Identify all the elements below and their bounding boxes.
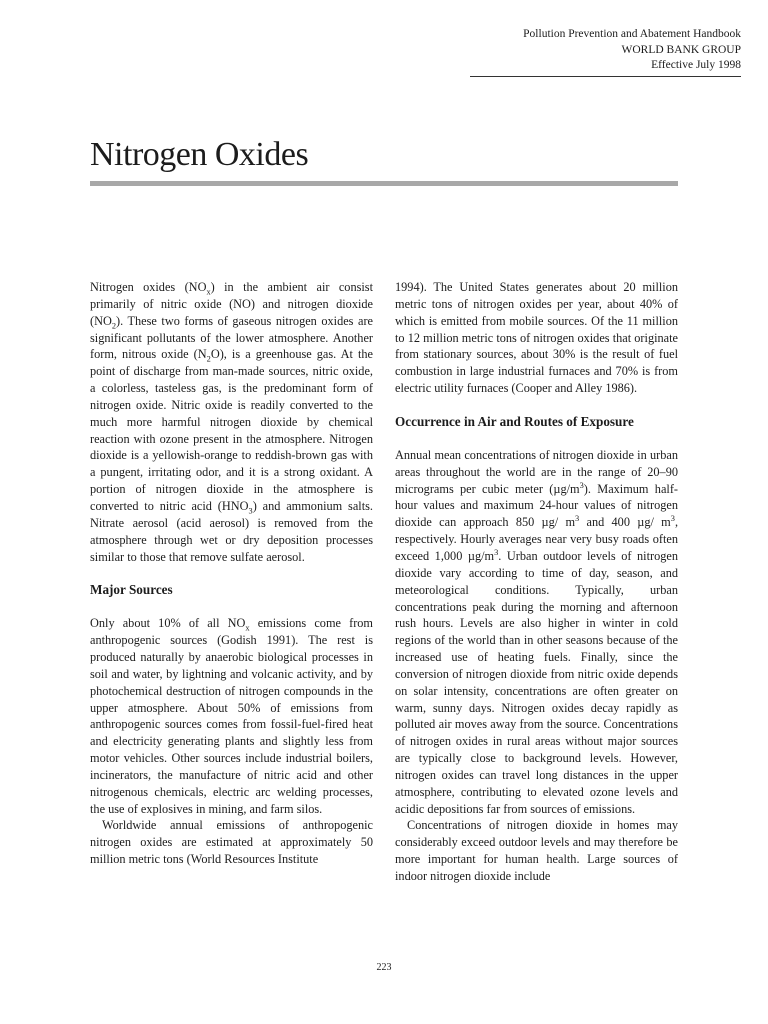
page-number: 223 (376, 962, 392, 973)
left-column (90, 279, 373, 868)
major-sources-paragraph: Only about 10% of all $NO_x$ emissions come from anthropogenic sources (Godish 1991). The rest is produced naturally by anaerobic biological processes in soil and water, by lightning and volcanic activity, and by photochemical destruction of nitrogen compounds in the upper atmosphere. About 50% of emissions from anthropogenic sources comes from fossil-fuel-fired heat and electricity generating plants and slightly less from motor vehicles. Other sources include industrial boilers, incinerators, the manufacture of nitric acid and other nitrogenous chemicals, electric arc welding processes, the use of explosives in mining, and farm silos. (90, 616, 374, 816)
title-underline-bar (90, 181, 678, 186)
occurrence-heading: Occurrence in Air and Routes of Exposure (395, 413, 634, 429)
right-column (395, 279, 678, 885)
header-effective-date: Effective July 1998 (651, 59, 741, 71)
header-divider (470, 76, 741, 77)
occurrence-paragraph: Annual mean concentrations of nitrogen dioxide in urban areas throughout the world are in the range of 20–90 micrograms per cubic meter $(\mu g/m^3)$. Maximum half-hour values and maximum 24-hour values of nitrogen dioxide can approach 850 µg/ $m^3$ and 400 µg/ $m^3$, respectively. Hourly averages near very busy roads often exceed 1,000 $\mu g/m^3$. Urban outdoor levels of nitrogen dioxide vary according to time of day, season, and meteorological conditions. Typically, urban concentrations peak during the morning and afternoon rush hours. Levels are also higher in winter in cold regions of the world than in other seasons because of the increased use of heating fuels. Finally, since the conversion of nitrogen dioxide from nitric oxide depends on solar intensity, concentrations are often greater on warm, sunny days. Nitrogen oxides decay rapidly as polluted air moves away from the source. Concentrations of nitrogen oxides in rural areas without major sources are typically close to background levels. However, nitrogen oxides can travel long distances in the upper atmosphere, contributing to elevated ozone levels and acidic depositions far from sources of emissions. (395, 447, 679, 816)
intro-paragraph: Nitrogen oxides $(NO_x)$ in the ambient air consist primarily of nitric oxide (NO) and nitrogen dioxide $(NO_2)$. These two forms of gaseous nitrogen oxides are significant pollutants of the lower atmosphere. Another form, nitrous oxide $(N_2O)$, is a greenhouse gas. At the point of discharge from man-made sources, nitric oxide, a colorless, tasteless gas, is the predominant form of nitrogen oxide. Nitric oxide is readily converted to the much more harmful nitrogen dioxide by chemical reaction with ozone present in the atmosphere. Nitrogen dioxide is a yellowish-orange to reddish-brown gas with a pungent, irritating odor, and it is a strong oxidant. A portion of nitrogen dioxide in the atmosphere is converted to nitric acid $(HNO_3)$ and ammonium salts. Nitrate aerosol (acid aerosol) is removed from the atmosphere through wet or dry deposition processes similar to those that remove sulfate aerosol. (90, 280, 373, 564)
page-title: Nitrogen Oxides (90, 136, 309, 173)
worldwide-emissions-paragraph: Worldwide annual emissions of anthropogenic nitrogen oxides are estimated at approximately 50 million metric tons (World Resources Institute (90, 818, 373, 867)
indoor-concentrations-paragraph: Concentrations of nitrogen dioxide in homes may considerably exceed outdoor levels and may therefore be more important for human health. Large sources of indoor nitrogen dioxide include (395, 818, 678, 883)
document-header (441, 27, 741, 74)
major-sources-heading: Major Sources (90, 582, 173, 598)
header-organization: WORLD BANK GROUP (621, 43, 741, 56)
header-handbook-title: Pollution Prevention and Abatement Handbook (523, 28, 741, 40)
us-emissions-paragraph: 1994). The United States generates about 20 million metric tons of nitrogen oxides per year, about 40% of which is emitted from mobile sources. Of the 11 million to 12 million metric tons of nitrogen oxides that originate from stationary sources, about 30% is the result of fuel combustion in large industrial furnaces and 70% is from electric utility furnaces (Cooper and Alley 1986). (395, 280, 678, 396)
